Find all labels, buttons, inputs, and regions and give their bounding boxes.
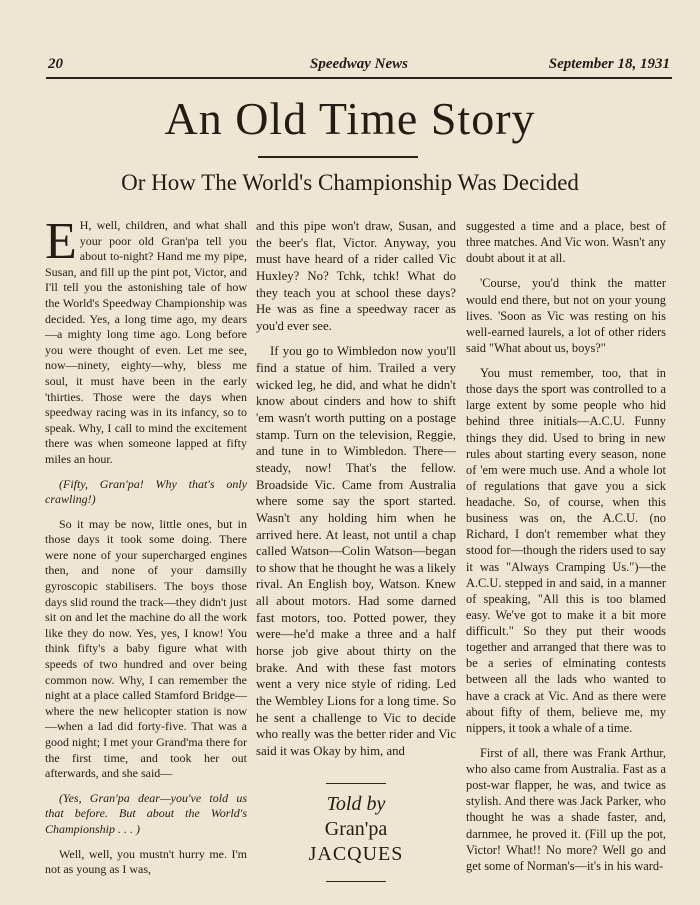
magazine-name: Speedway News bbox=[310, 56, 408, 72]
byline-rule-top bbox=[326, 783, 386, 784]
paragraph: If you go to Wimbledon now you'll find a statue of him. Trailed a very wicked leg, he did, and what he didn't know about cinders and how to shift 'em wasn't worth putting on a postage stamp. Turn on the television, Reggie, and tune in to Wimbledon. There—steady, now! That's the fellow. Broadside Vic. Came from Australia where some say the sport started. Wasn't any holding him when he arrived here. At least, not until a chap called Watson—Colin Watson—began to show that he thought he was a likely rival. An English boy, Watson. Knew all about motors. Had some darned fast motors, too. Potted power, they were—he'd make a three and a half horse job give about thirty on the brake. And with these fast motors went a very nice style of riding. Led the Wembley Lions for a long time. So he sent a challenge to Vic to decide who really was the better rider and Vic said it was Okay by him, and bbox=[256, 344, 456, 758]
article-column-2 bbox=[256, 218, 456, 769]
byline-told-by: Told by bbox=[326, 793, 386, 815]
paragraph: 'Course, you'd think the matter would end there, but not on your young lives. 'Soon as Vic was resting on his well-earned laurels, a lot of other riders said "What about us, boys?" bbox=[466, 276, 666, 355]
article-column-1 bbox=[45, 213, 247, 887]
article-column-3 bbox=[466, 218, 666, 883]
paragraph: Well, well, you mustn't hurry me. I'm not as young as I was, bbox=[45, 846, 247, 877]
paragraph bbox=[45, 213, 247, 468]
byline-author: JACQUES bbox=[308, 843, 404, 865]
paragraph: suggested a time and a place, best of three matches. And Vic won. Wasn't any doubt about it at all. bbox=[466, 219, 666, 266]
paragraph: So it may be now, little ones, but in those days it took some doing. There were none of your supercharged engines then, and none of your damsilly gyroscopic stabilisers. The boys those days slid round the track—they didn't just sit on and let the machine do all the work like they do now. Yes, yes, I know! You think fifty's a baby figure what with speeds of two hundred and over being common now. Why, I can remember the night at a place called Stamford Bridge—where the new helicopter station is now—when a lad did forty-five. That was a good night; I met your Grand'ma there for the first time, and took her out afterwards, and she said— bbox=[45, 516, 247, 781]
issue-date: September 18, 1931 bbox=[548, 56, 670, 72]
paragraph: (Fifty, Gran'pa! Why that's only crawling!) bbox=[45, 476, 247, 507]
article-title: An Old Time Story bbox=[164, 93, 536, 144]
byline-rule-bottom bbox=[326, 881, 386, 882]
paragraph-text: H, well, children, and what shall your poor old Gran'pa tell you about to-night? Hand me my pipe, Susan, and fill up the pint pot, Victor, and I'll tell you the astonishing tale of how the World's Speedway Championship was decided. Yes, a long time ago, my dears—a mighty long time ago. Long before you were thought of even. Let me see, now—ninety, eighty—why, bless me soul, it must have been in the early 'thirties. Those were the days when speedway racing was in its infancy, so to speak. Why, I call to mind the excitement there was when someone lapped at fifty miles an hour. bbox=[45, 218, 247, 466]
running-header bbox=[48, 56, 670, 76]
article-subtitle: Or How The World's Championship Was Decided bbox=[121, 170, 579, 195]
header-rule bbox=[46, 77, 672, 79]
page-number: 20 bbox=[48, 56, 63, 72]
drop-cap: E bbox=[45, 213, 77, 270]
paragraph: (Yes, Gran'pa dear—you've told us that before. But about the World's Championship . . . ) bbox=[45, 790, 247, 836]
paragraph: You must remember, too, that in those days the sport was controlled to a large extent by some people who hid behind three initials—A.C.U. Funny things they did. Used to bring in new rules about starting every season, none of 'em were much use. And a whole lot of regulations that gave you a sick headache. So, of course, when this business was on, the A.C.U. (no Richard, I don't remember what they stood for—though the riders used to say it was "Always Cramping Us.")—the A.C.U. stepped in and said, in a manner of speaking, "All this is too blamed easy. We've got to make it a bit more difficult." So they put their woods together and arranged that there was to be a series of elminating contests between all the lads who wanted to have a crack at Vic. And as there were about fifty of them, believe me, my nippers, it took a whale of a time. bbox=[466, 366, 666, 735]
title-rule bbox=[258, 156, 418, 158]
paragraph: and this pipe won't draw, Susan, and the beer's flat, Victor. Anyway, you must have heard of a rider called Vic Huxley? No? Tchk, tchk! What do they teach you at school these days? He was as fine a speedway racer as you'd ever see. bbox=[256, 219, 456, 333]
paragraph: First of all, there was Frank Arthur, who also came from Australia. Fast as a post-war flapper, he was, and twice as stylish. And there was Jack Parker, who thought he was a shade faster, and, darnmee, he proved it. (Fill up the pot, Victor! What!! No more? Well go and get some of Norman's—it's in his ward- bbox=[466, 745, 666, 873]
byline-granpa: Gran'pa bbox=[324, 818, 388, 840]
